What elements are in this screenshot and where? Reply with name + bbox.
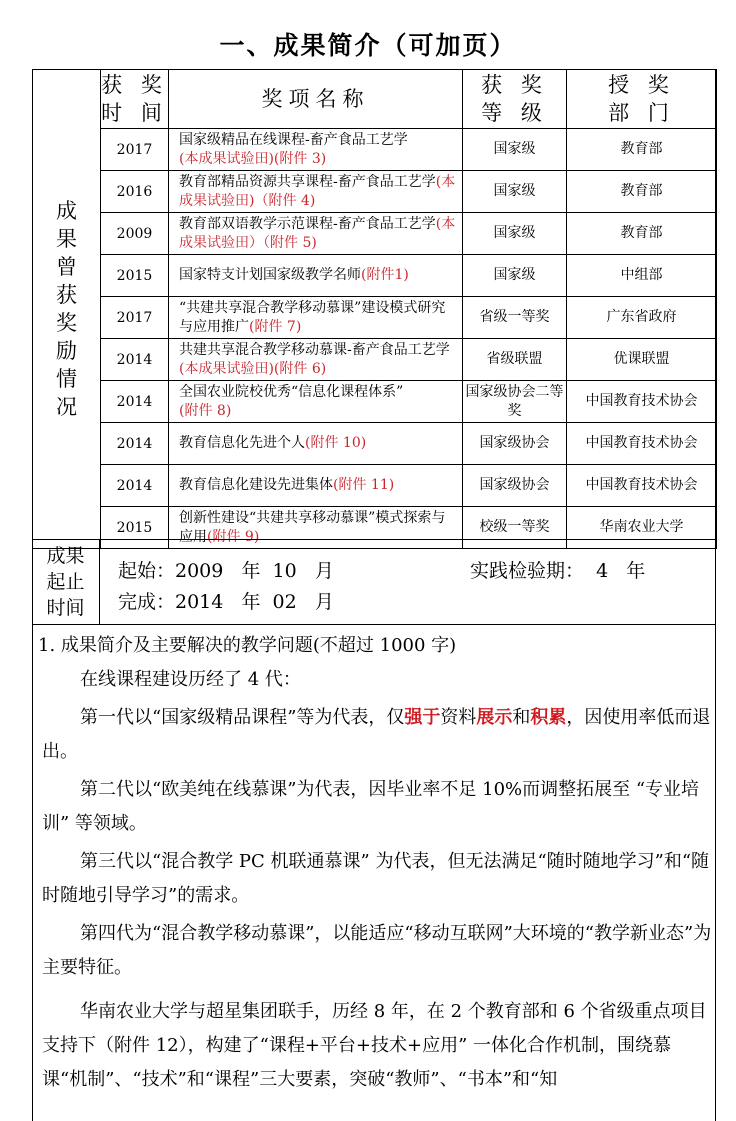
page-title: 一、成果简介（可加页） <box>219 31 517 60</box>
intro-paragraph: 第二代以“欧美纯在线慕课”为代表，因毕业率不足 10%而调整拓展至 “专业培训” 等领域。 <box>42 779 700 834</box>
award-row: 2016 教育部精品资源共享课程-畜产食品工艺学(本成果试验田)（附件 4) 国家级 教育部 <box>33 171 717 213</box>
award-row: 2009 教育部双语教学示范课程-畜产食品工艺学(本成果试验田）（附件 5) 国家级 教育部 <box>33 213 717 255</box>
award-row: 2015 国家特支计划国家级教学名师(附件1) 国家级 中组部 <box>33 255 717 297</box>
awards-side-label: 成 果 曾 获 奖 励 情 况 <box>33 70 101 549</box>
awards-table <box>32 69 717 549</box>
header-year: 获 奖 时 间 <box>101 70 169 129</box>
award-row: 2014 共建共享混合教学移动慕课-畜产食品工艺学(本成果试验田)(附件 6) 省级联盟 优课联盟 <box>33 339 717 381</box>
intro-paragraph: 华南农业大学与超星集团联手，历经 8 年，在 2 个教育部和 6 个省级重点项目支持下（附件 12），构建了“课程+平台+技术+应用” 一体化合作机制，围绕慕课“机制”、“技术”和“课程”三大要素，突破“教师”、“书本”和“知 <box>42 1001 707 1090</box>
award-row: 2017 国家级精品在线课程-畜产食品工艺学 (本成果试验田)(附件 3) 国家级 教育部 <box>33 129 717 171</box>
header-authority: 授 奖 部 门 <box>567 70 717 129</box>
header-name: 奖项名称 <box>169 70 463 129</box>
award-row: 2014 教育信息化先进个人(附件 10) 国家级协会 中国教育技术协会 <box>33 423 717 465</box>
intro-heading: 1. 成果简介及主要解决的教学问题(不超过 1000 字) <box>38 635 457 656</box>
award-row: 2014 全国农业院校优秀“信息化课程体系” (附件 8) 国家级协会二等奖 中国教育技术协会 <box>33 381 717 423</box>
period-end: 完成：2014 年 02 月 <box>118 591 334 613</box>
intro-paragraph: 第一代以“国家级精品课程”等为代表，仅强于资料展示和积累，因使用率低而退出。 <box>42 707 711 762</box>
award-row: 2014 教育信息化建设先进集体(附件 11) 国家级协会 中国教育技术协会 <box>33 465 717 507</box>
award-row: 2015 创新性建设“共建共享移动慕课”模式探索与应用(附件 9) 校级一等奖 华南农业大学 <box>33 507 717 549</box>
intro-paragraph: 在线课程建设历经了 4 代： <box>80 669 301 690</box>
practice-period: 实践检验期： 4 年 <box>470 560 646 582</box>
intro-paragraph: 第四代为“混合教学移动慕课”，以能适应“移动互联网”大环境的“教学新业态”为主要特征。 <box>42 923 712 978</box>
period-start: 起始：2009 年 10 月 <box>118 560 334 582</box>
header-level: 获 奖 等 级 <box>463 70 567 129</box>
intro-paragraph: 第三代以“混合教学 PC 机联通慕课” 为代表，但无法满足“随时随地学习”和“随时随地引导学习”的需求。 <box>42 851 710 906</box>
award-row: 2017 “共建共享混合教学移动慕课”建设模式研究与应用推广(附件 7) 省级一等奖 广东省政府 <box>33 297 717 339</box>
period-label: 成果 起止 时间 <box>32 540 100 625</box>
period-section <box>32 539 716 625</box>
